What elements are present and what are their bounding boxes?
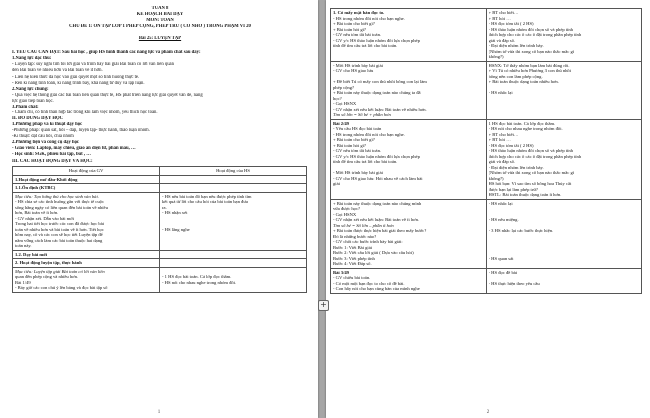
cell-line: Tìm số lớn = Số bé + phần hơn <box>333 112 391 117</box>
cell-line: Bài 2/49 <box>333 120 349 126</box>
teacher-activity-cell <box>331 61 487 119</box>
header-line: MÔN: TOÁN <box>146 18 174 23</box>
cell-line: - GV cho HS giao lưu: Hỏi nhau về cách làm bài <box>333 175 423 181</box>
student-activity-cell <box>486 199 642 268</box>
cell-line: sống hằng ngày có liên quan đến bài toán về nhiều <box>15 204 108 210</box>
cell-line: (Nhóm tớ vừa thi xong cô bạn nào thắc mắc gì <box>488 48 575 54</box>
cell-line: - HS quan sát <box>488 255 514 261</box>
table-row <box>13 175 307 184</box>
cell-line: - GV nhận xét nêu kết luận: Bài toán về nhiều hơn. <box>333 106 427 112</box>
student-activity-cell <box>486 119 642 199</box>
cell-line: - HS thảo luận nhóm đôi chọn số và phép tính <box>488 148 573 153</box>
cell-line: - HS nhận xét <box>162 210 188 215</box>
table-row <box>13 250 307 259</box>
cell-line: + Bài toán này thuộc dạng toán nào chúng ta đã <box>333 90 421 95</box>
cell-line: - HS nói cho nhau nghe trong nhóm đôi. <box>488 126 563 131</box>
cell-line: - HS trong nhóm đôi nói cho bạn nghe. <box>333 15 405 21</box>
student-activity-cell <box>486 61 642 119</box>
cell-line: 1 HS đọc bài toán. Cả lớp đọc thầm. <box>488 120 556 126</box>
cell-line: - GV nêu tóm tắt bài toán. <box>333 148 382 153</box>
cell-line: 1.Hoạt động mở đầu-Khởi động <box>15 176 78 182</box>
student-activity-cell <box>160 250 307 259</box>
cell-line: - HS nhắc lại <box>488 200 513 206</box>
table-row <box>13 267 307 292</box>
teacher-activity-cell <box>331 268 487 293</box>
cell-line: giải và đáp số. <box>488 37 516 43</box>
cell-line: + Bài toán này thuộc dạng toán nào chúng mình <box>333 200 422 206</box>
cell-line: không?) <box>488 175 504 181</box>
table-row <box>331 9 642 62</box>
header-line: KẾ HOẠCH BÀI DẠY <box>136 12 184 17</box>
body-line: - Chăm chỉ, có tinh thần hợp tác trong khi làm việc nhóm, yêu thích học toán. <box>12 110 158 116</box>
cell-line: tính để tìm câu trả lời cho bài toán. <box>333 43 398 48</box>
cell-line: HSNX: Tớ thấy nhóm bạn làm bài đúng rồi. <box>488 62 570 68</box>
cell-line: + Bài toán thuộc dạng toán nhiều hơn. <box>488 79 559 84</box>
cell-line: - Đại diện nhóm lên trình bày. <box>488 43 544 48</box>
body-line: 1.Phương pháp và kĩ thuật dạy học <box>12 122 83 128</box>
cell-line: Bước 2: Viết câu lời giải ( Dựa vào câu hỏi) <box>333 250 414 255</box>
cell-line: - Gọi HSNX <box>333 211 357 217</box>
cell-line: - Con hãy nói cho bạn cùng bàn của mình nghe <box>333 286 420 291</box>
cell-line: + Bài toán hỏi gì? <box>333 26 366 32</box>
table-header-row <box>13 167 307 176</box>
cell-line: + Bài toán cho biết gì? <box>333 137 375 142</box>
cell-line: (Nhóm tớ vừa thi xong cô bạn nào thắc mắc gì <box>488 170 575 175</box>
cell-line: Đó là những bước nào? <box>333 233 377 239</box>
cell-line: thích hợp cho các ô các ô đặt trong phần phép tính <box>488 153 582 159</box>
cell-line: - HS nêu bài toán đố bạn nêu được phép tính tìm <box>162 193 252 199</box>
body-line: 3.Phẩm chất: <box>12 104 39 110</box>
cell-line: giải <box>333 181 340 186</box>
teacher-activity-cell <box>13 184 160 193</box>
body-line: - Qua việc hệ thống giải các bài toán liên quan thực tế, HS phát triển năng lực giải quyết vấn đề, năng <box>12 92 203 98</box>
body-line: 1.Năng lực đặc thù: <box>12 55 52 61</box>
add-page-icon[interactable]: + <box>318 300 329 311</box>
body-line: - Liên hệ kiến thức đã học vào giải quyết một số tình huống thực tế. <box>12 75 140 80</box>
cell-line: + BT hỏi … <box>488 15 511 21</box>
cell-line: - HS thực hiện theo yêu cầu <box>488 280 540 286</box>
cell-line: Bước 1: Viết Bài giải <box>333 244 373 250</box>
lesson-activity-table <box>12 166 307 293</box>
student-activity-cell <box>160 175 307 184</box>
cell-line: - GV nhận xét nêu kết luận: Bài toán về ít hơn. <box>333 217 420 222</box>
teacher-activity-cell <box>331 9 487 62</box>
cell-line: HSTL: Bài toán thuộc dạng toán ít hơn. <box>488 192 562 197</box>
body-line: 2.Năng lực chung: <box>12 86 49 92</box>
cell-line: - HS thảo luận nhóm đôi chọn số và phép tính <box>488 26 573 32</box>
document-page-2 <box>326 0 650 418</box>
cell-line: 1.2. Dạy bài mới <box>15 251 48 257</box>
cell-line: toán về nhiều hơn và bài toán về ít hơn. Tiết học <box>15 226 104 232</box>
cell-line: + Đề biết Tú có mấy con thú nhồi bông con lại làm <box>333 79 427 84</box>
table-row <box>331 119 642 199</box>
cell-line: Bài 3/49 <box>333 269 349 275</box>
cell-line: Mục tiêu: Luyện tập giải Bài toán có lời văn liên <box>15 268 105 274</box>
cell-line: Trong hai tiết học trước các con đã được học bài <box>15 221 105 226</box>
body-line: I. YÊU CẦU CẦN ĐẠT: Sau bài học , giúp HS hình thành các năng lực và phẩm chất sau đây: <box>12 50 201 55</box>
lesson-title: Bài 25: LUYỆN TẬP <box>138 36 182 41</box>
cell-line: - GV cho HS giao lưu <box>333 68 374 73</box>
cell-line: 1.1.Ổn định (KTBC) <box>15 185 56 190</box>
cell-line: hơn, Bài toán về ít hơn. <box>15 210 59 215</box>
cell-line: - HS nói cho nhau nghe trong nhóm đôi. <box>162 279 237 285</box>
table-row <box>13 192 307 250</box>
cell-line: - 1 HS đọc bài toán. Cả lớp đọc thầm. <box>162 274 232 279</box>
cell-line: quan đến phép cộng và nhiều hơn. <box>15 274 79 279</box>
teacher-activity-cell <box>13 175 160 184</box>
body-line: - Giáo viên: Laptop, máy chiếu, giáo án điện tử, phấn màu, … <box>12 145 136 151</box>
cell-line: - Có một một bạn đọc to cho cô đề bài. <box>333 280 405 286</box>
teacher-activity-cell <box>331 119 487 199</box>
teacher-activity-cell <box>331 199 487 268</box>
teacher-activity-cell <box>13 250 160 259</box>
body-line: II. ĐỒ DÙNG DẠY HỌC <box>12 116 63 122</box>
cell-line: Bước 4: Viết Đáp số. <box>333 261 372 266</box>
student-activity-cell <box>160 184 307 193</box>
cell-line: - GV y/c HS thảo luận nhóm đôi lựa chọn phép <box>333 37 420 43</box>
body-line: lực giao tiếp toán học. <box>12 98 54 104</box>
cell-line: - GV chiếu bài toán. <box>333 275 371 280</box>
cell-line: vừa được học? <box>333 206 361 211</box>
cell-line: - GV nêu tóm tắt bài toán. <box>333 32 382 37</box>
cell-line: + Bài toán cho biết gì? <box>333 21 375 26</box>
student-activity-cell <box>160 259 307 268</box>
cell-line: nắm vững cách làm các bài toán thuộc hai dạng <box>15 237 103 243</box>
cell-line: được bạn lại làm phép trừ? <box>488 186 538 192</box>
cell-line: Tìm số bé = Số lớn – phần ít hơn <box>333 222 394 228</box>
teacher-activity-cell <box>13 192 160 250</box>
cell-line: - HS chia sẻ các tình huống gắn với thực tế cuộc <box>15 199 104 204</box>
cell-line: ra. <box>162 204 167 210</box>
student-activity-cell <box>486 9 642 62</box>
body-line: -Phương pháp: quan sát, hỏi – đáp, luyện tập- thực hành, thảo luận nhóm. <box>12 128 150 134</box>
cell-line: + Vì Tú có nhiều hơn Phương 3 con thú nhồi <box>488 68 572 73</box>
cell-line: - HS nêu miệng. <box>488 217 519 222</box>
cell-line: + BT hỏi … <box>488 137 511 142</box>
document-page-1 <box>0 0 318 418</box>
body-line: - Học sinh: SGK, phiếu bài tập, bút , … <box>12 152 91 158</box>
lesson-activity-table <box>330 8 642 294</box>
cell-line: - Gọi HSNX <box>333 101 357 106</box>
cell-line: - HS lắng nghe <box>162 226 190 232</box>
table-row <box>13 259 307 268</box>
cell-line: - HS đọc tóm tắt ( 2 HS) <box>488 21 534 26</box>
cell-line: + BT cho biết… <box>488 10 519 15</box>
cell-line: 2. Hoạt động luyện tập, thực hành <box>15 260 82 265</box>
cell-line: - Bảy giờ các con chú ý lên bảng và đọc bài tập số <box>15 285 108 290</box>
header-line: TUẦN 8 <box>151 6 169 11</box>
teacher-activity-cell <box>13 267 160 292</box>
cell-line: + BT cho biết… <box>488 131 519 137</box>
cell-line: - GV y/c HS thảo luận nhóm đôi lựa chọn phép <box>333 153 420 159</box>
cell-line: bông nên con làm phép cộng. <box>488 73 543 79</box>
header-line: CHỦ ĐỀ 1: ÔN TẬP LỚP 1 PHÉP CỘNG, PHÉP TRỪ ( CÓ NHỚ ) TRONG PHẠM VI 20 <box>69 24 251 29</box>
student-activity-cell <box>160 192 307 250</box>
cell-line: - Yêu cầu HS đọc bài toán <box>333 126 382 131</box>
cell-line: - GV chốt các bước trình bày bài giải: <box>333 239 403 244</box>
cell-line: Mục tiêu: Tạo hứng thú cho học sinh vào bài. <box>15 193 99 199</box>
cell-line: tính để tìm câu trả lời cho bài toán. <box>333 159 398 164</box>
table-row <box>331 61 642 119</box>
body-line: III. CÁC HOẠT ĐỘNG DẠY VÀ HỌC: <box>12 159 93 164</box>
body-line: 2.Phương tiện và công cụ dạy học <box>12 139 80 145</box>
page-number: 1 <box>157 410 161 415</box>
cell-line: - HS trong nhóm đôi nói cho bạn nghe. <box>333 131 405 137</box>
cell-line: không?) <box>488 54 504 59</box>
column-header: Hoạt động của GV <box>13 167 160 176</box>
cell-line: - HS nhắc lại <box>488 90 513 95</box>
cell-line: - Mời HS trình bày bài giải <box>333 62 383 68</box>
cell-line: - HS đọc tóm tắt ( 2 HS) <box>488 142 534 148</box>
student-activity-cell <box>160 267 307 292</box>
column-header: Hoạt động của HS <box>160 167 307 176</box>
body-line: - Rèn kĩ năng tính toán, kĩ năng trình bày, khả năng tư duy và lập luận. <box>12 80 145 86</box>
cell-line: - GV nhận xét. Dẫn vào bài mới <box>15 215 74 221</box>
body-line: đến Bài toán về nhiều hơn và Bài toán về ít hơn. <box>12 68 103 74</box>
body-line: - Luyện tập: suy nghĩ tìm tòi lời giải và trình bày bài giải Bài toán có lời văn liên quan <box>12 61 174 67</box>
cell-line: Bước 3: Viết phép tính <box>333 255 375 261</box>
cell-line: - Đại diện nhóm lên trình bày. <box>488 164 544 170</box>
cell-line: Bài 1/49 <box>15 279 31 285</box>
table-row <box>331 199 642 268</box>
cell-line: toán này. <box>15 243 32 248</box>
student-activity-cell <box>486 268 642 293</box>
cell-line: - 3 HS nhắc lại các bước thực hiện. <box>488 228 554 233</box>
page-number: 2 <box>486 410 490 415</box>
cell-line: + Bài toán hỏi gì? <box>333 142 366 148</box>
cell-line: 1. Có mấy mặt bàn đọc to. <box>333 10 385 15</box>
cell-line: kết quả từ lời cho câu hỏi của bài toán bạn đưa <box>162 199 248 204</box>
body-line: -Kĩ thuật: đặt câu hỏi, chia nhóm <box>12 134 74 139</box>
cell-line: phép cộng? <box>333 84 355 90</box>
cell-line: - HS đọc đề bài <box>488 269 518 275</box>
cell-line: hôm nay, cô và các con sẽ học tiết Luyện tập để <box>15 232 103 237</box>
cell-line: HS hỏi bạn: Vì sao tìm số bông hoa Thủy cắt <box>488 181 572 186</box>
cell-line: + Bài toán được thực hiện bài giải theo mấy bước? <box>333 228 427 233</box>
cell-line: - Mời HS trình bày bài giải <box>333 170 383 175</box>
cell-line: giải và đáp số. <box>488 159 516 164</box>
teacher-activity-cell <box>13 259 160 268</box>
table-row <box>13 184 307 193</box>
cell-line: thích hợp cho các ô các ô đặt trong phần phép tính <box>488 32 582 37</box>
table-row <box>331 268 642 293</box>
cell-line: học? <box>333 95 342 101</box>
